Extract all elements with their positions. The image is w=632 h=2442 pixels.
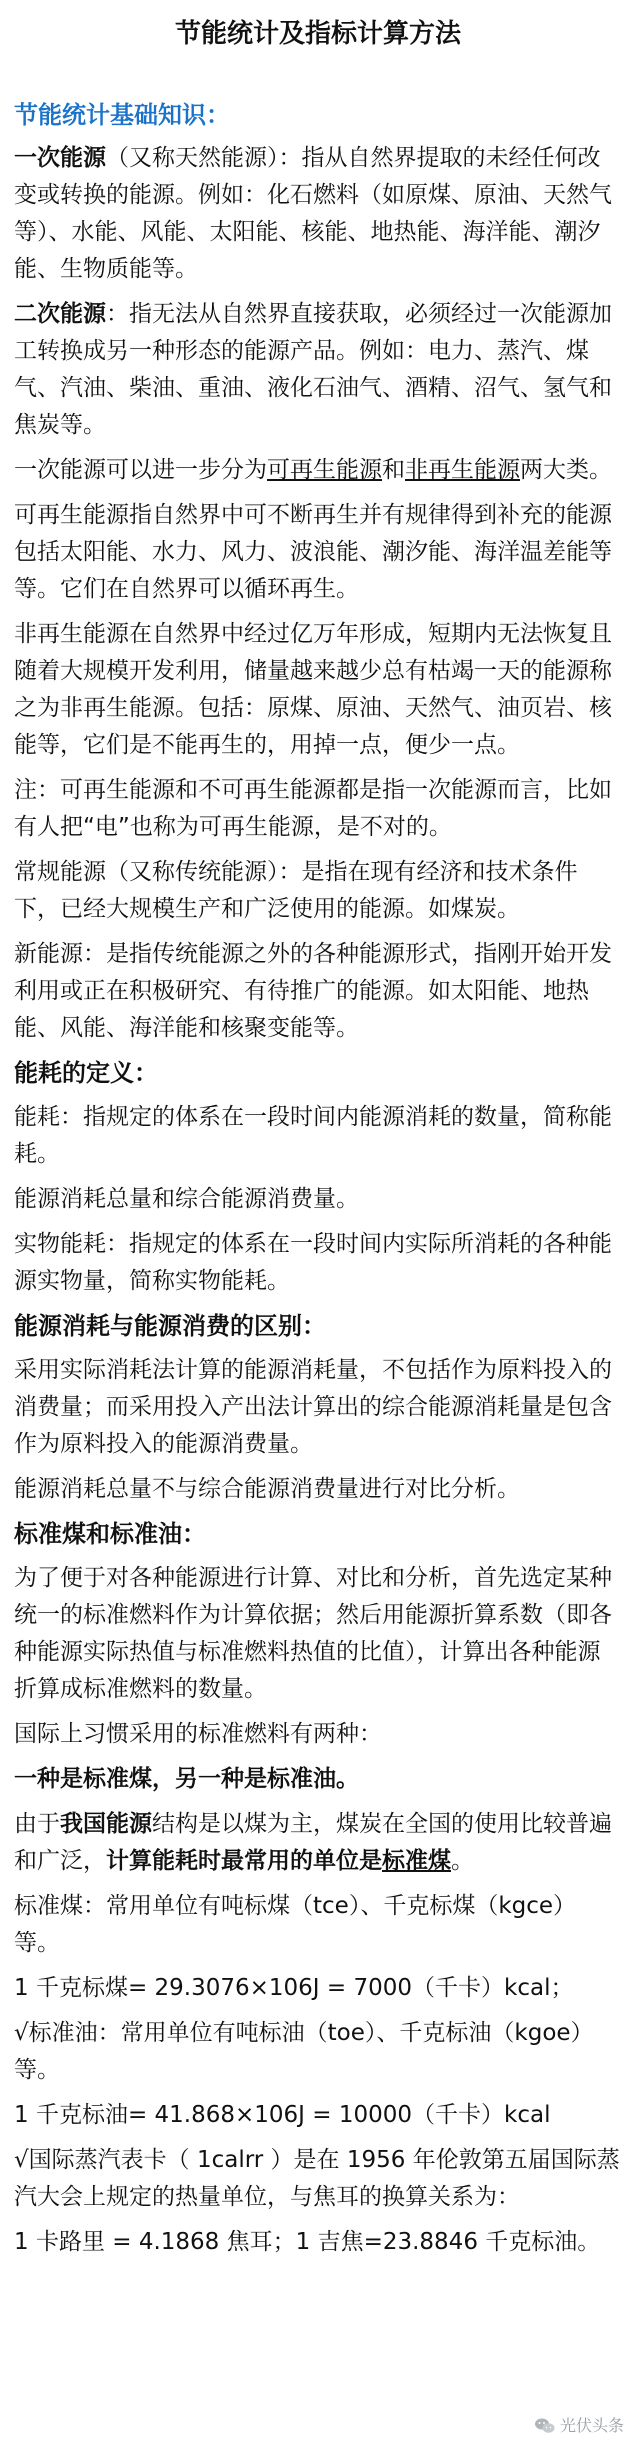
- split-paragraph: [14, 452, 622, 489]
- oil-equation: 1 千克标油= 41.868×106J = 10000（千卡）kcal: [14, 2102, 551, 2128]
- china-bold-underline: 标准煤: [382, 1848, 451, 1874]
- china-bold-1: 我国能源: [60, 1811, 152, 1837]
- china-bold-2: 计算能耗时最常用的单位是: [106, 1848, 382, 1874]
- new-energy-paragraph: 新能源：是指传统能源之外的各种能源形式，指刚开始开发利用或正在积极研究、有待推广的能源。如太阳能、地热能、风能、海洋能和核聚变能等。: [14, 941, 612, 1041]
- two-kinds-bold: 一种是标准煤，另一种是标准油。: [14, 1766, 359, 1792]
- split-pre: 一次能源可以进一步分为: [14, 457, 267, 483]
- secondary-energy-text: ：指无法从自然界直接获取，必须经过一次能源加工转换成另一种形态的能源产品。例如：电力、蒸汽、煤气、汽油、柴油、重油、液化石油气、酒精、沼气、氢气和焦炭等。: [14, 301, 612, 438]
- standard-heading: 标准煤和标准油：: [14, 1520, 206, 1548]
- nonrenewable-link-text: 非再生能源: [405, 457, 520, 483]
- primary-energy-term: 一次能源: [14, 145, 106, 171]
- watermark-text: 光伏头条: [559, 2416, 624, 2435]
- split-and: 和: [382, 457, 405, 483]
- standard-definition: 为了便于对各种能源进行计算、对比和分析，首先选定某种统一的标准燃料作为计算依据；然后用能源折算系数（即各种能源实际热值与标准燃料热值的比值），计算出各种能源折算成标准燃料的数量。: [14, 1565, 612, 1702]
- conventional-energy-paragraph: 常规能源（又称传统能源）：是指在现有经济和技术条件下，已经大规模生产和广泛使用的能源。如煤炭。: [14, 859, 578, 922]
- watermark: [534, 2416, 624, 2436]
- primary-energy-paragraph: [14, 140, 622, 288]
- consumption-definition: 能耗：指规定的体系在一段时间内能源消耗的数量，简称能耗。: [14, 1104, 612, 1167]
- china-post: 。: [451, 1848, 474, 1874]
- secondary-energy-paragraph: [14, 296, 622, 444]
- section-title: 节能统计基础知识：: [14, 101, 230, 129]
- primary-energy-text: （又称天然能源）：指从自然界提取的未经任何改变或转换的能源。例如：化石燃料（如原煤、原油、天然气等）、水能、风能、太阳能、核能、地热能、海洋能、潮汐能、生物质能等。: [14, 145, 612, 282]
- china-paragraph: [14, 1806, 622, 1880]
- consumption-types: 能源消耗总量和综合能源消费量。: [14, 1186, 359, 1212]
- china-pre: 由于: [14, 1811, 60, 1837]
- oil-unit: √标准油：常用单位有吨标油（toe）、千克标油（kgoe）等。: [14, 2020, 594, 2083]
- two-kinds: 国际上习惯采用的标准燃料有两种：: [14, 1721, 382, 1747]
- physical-consumption: 实物能耗：指规定的体系在一段时间内实际所消耗的各种能源实物量，简称实物能耗。: [14, 1231, 612, 1294]
- nonrenewable-definition: 非再生能源在自然界中经过亿万年形成，短期内无法恢复且随着大规模开发利用，储量越来越少总有枯竭一天的能源称之为非再生能源。包括：原煤、原油、天然气、油页岩、核能等，它们是不能再生的，用掉一点，便少一点。: [14, 621, 612, 758]
- last-line: 1 卡路里 = 4.1868 焦耳；1 吉焦=23.8846 千克标油。: [14, 2229, 601, 2255]
- coal-unit: 标准煤：常用单位有吨标煤（tce）、千克标煤（kgce）等。: [14, 1893, 577, 1956]
- china-mid: 结构是以煤为主，煤炭在全国的使用比较普遍和广泛，: [14, 1811, 612, 1874]
- difference-note: 能源消耗总量不与综合能源消费量进行对比分析。: [14, 1476, 520, 1502]
- renewable-link-text: 可再生能源: [267, 457, 382, 483]
- page-title: 节能统计及指标计算方法: [174, 19, 461, 49]
- wechat-icon: [534, 2417, 556, 2435]
- difference-heading: 能源消耗与能源消费的区别：: [14, 1312, 326, 1340]
- note-paragraph: 注：可再生能源和不可再生能源都是指一次能源而言，比如有人把“电”也称为可再生能源，是不对的。: [14, 777, 612, 840]
- coal-equation: 1 千克标煤= 29.3076×106J = 7000（千卡）kcal；: [14, 1975, 574, 2001]
- difference-definition: 采用实际消耗法计算的能源消耗量，不包括作为原料投入的消费量；而采用投入产出法计算出的综合能源消耗量是包含作为原料投入的能源消费量。: [14, 1357, 612, 1457]
- renewable-definition: 可再生能源指自然界中可不断再生并有规律得到补充的能源包括太阳能、水力、风力、波浪能、潮汐能、海洋温差能等等。它们在自然界可以循环再生。: [14, 502, 612, 602]
- steam-paragraph: √国际蒸汽表卡（ 1calrr ）是在 1956 年伦敦第五届国际蒸汽大会上规定的热量单位，与焦耳的换算关系为：: [14, 2147, 620, 2210]
- secondary-energy-term: 二次能源: [14, 301, 106, 327]
- consumption-heading: 能耗的定义：: [14, 1059, 158, 1087]
- split-post: 两大类。: [520, 457, 612, 483]
